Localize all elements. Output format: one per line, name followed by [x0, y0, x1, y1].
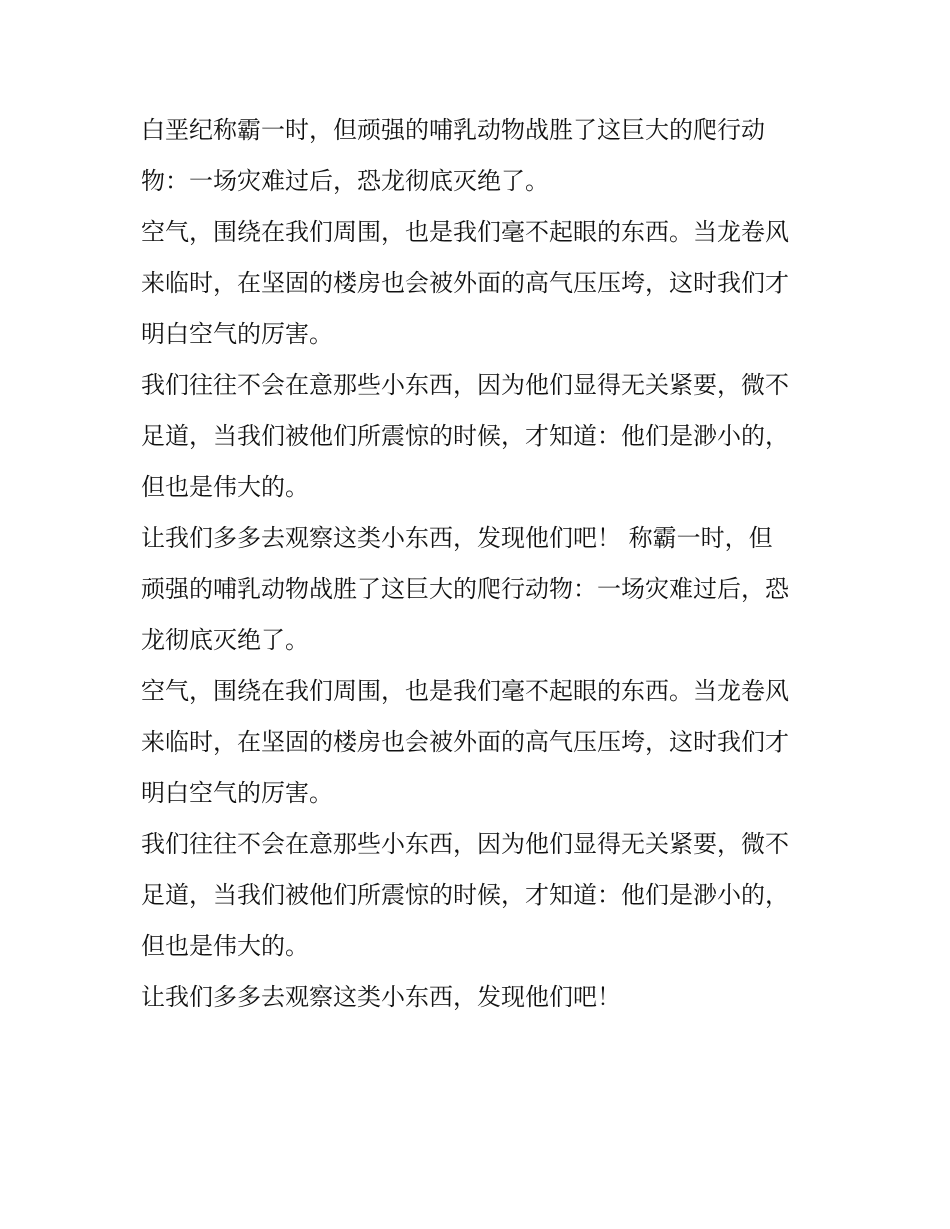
paragraph-6: [141, 819, 821, 972]
paragraph-line: 足道，当我们被他们所震惊的时候，才知道：他们是渺小的，: [141, 881, 789, 909]
paragraph-line: 但也是伟大的。: [141, 932, 309, 960]
paragraph-line: 足道，当我们被他们所震惊的时候，才知道：他们是渺小的，: [141, 422, 789, 450]
paragraph-line: 让我们多多去观察这类小东西，发现他们吧！: [141, 983, 621, 1011]
paragraph-5: [141, 666, 821, 819]
paragraph-line: 白垩纪称霸一时，但顽强的哺乳动物战胜了这巨大的爬行动: [141, 116, 765, 144]
paragraph-line: 来临时，在坚固的楼房也会被外面的高气压压垮，这时我们才: [141, 269, 789, 297]
paragraph-2: [141, 207, 821, 360]
paragraph-1: [141, 105, 821, 207]
paragraph-line: 物：一场灾难过后，恐龙彻底灭绝了。: [141, 167, 549, 195]
paragraph-line: 顽强的哺乳动物战胜了这巨大的爬行动物：一场灾难过后，恐: [141, 575, 789, 603]
paragraph-line: 我们往往不会在意那些小东西，因为他们显得无关紧要，微不: [141, 371, 789, 399]
paragraph-line: 明白空气的厉害。: [141, 320, 333, 348]
paragraph-line: 我们往往不会在意那些小东西，因为他们显得无关紧要，微不: [141, 830, 789, 858]
paragraph-7: [141, 972, 821, 1023]
paragraph-line: 明白空气的厉害。: [141, 779, 333, 807]
paragraph-3: [141, 360, 821, 513]
paragraph-line: 来临时，在坚固的楼房也会被外面的高气压压垮，这时我们才: [141, 728, 789, 756]
paragraph-4: [141, 513, 821, 666]
paragraph-line: 龙彻底灭绝了。: [141, 626, 309, 654]
paragraph-line: 让我们多多去观察这类小东西，发现他们吧！ 称霸一时，但: [141, 524, 773, 552]
document-body: [141, 105, 821, 1023]
paragraph-line: 但也是伟大的。: [141, 473, 309, 501]
paragraph-line: 空气，围绕在我们周围，也是我们毫不起眼的东西。当龙卷风: [141, 218, 789, 246]
paragraph-line: 空气，围绕在我们周围，也是我们毫不起眼的东西。当龙卷风: [141, 677, 789, 705]
